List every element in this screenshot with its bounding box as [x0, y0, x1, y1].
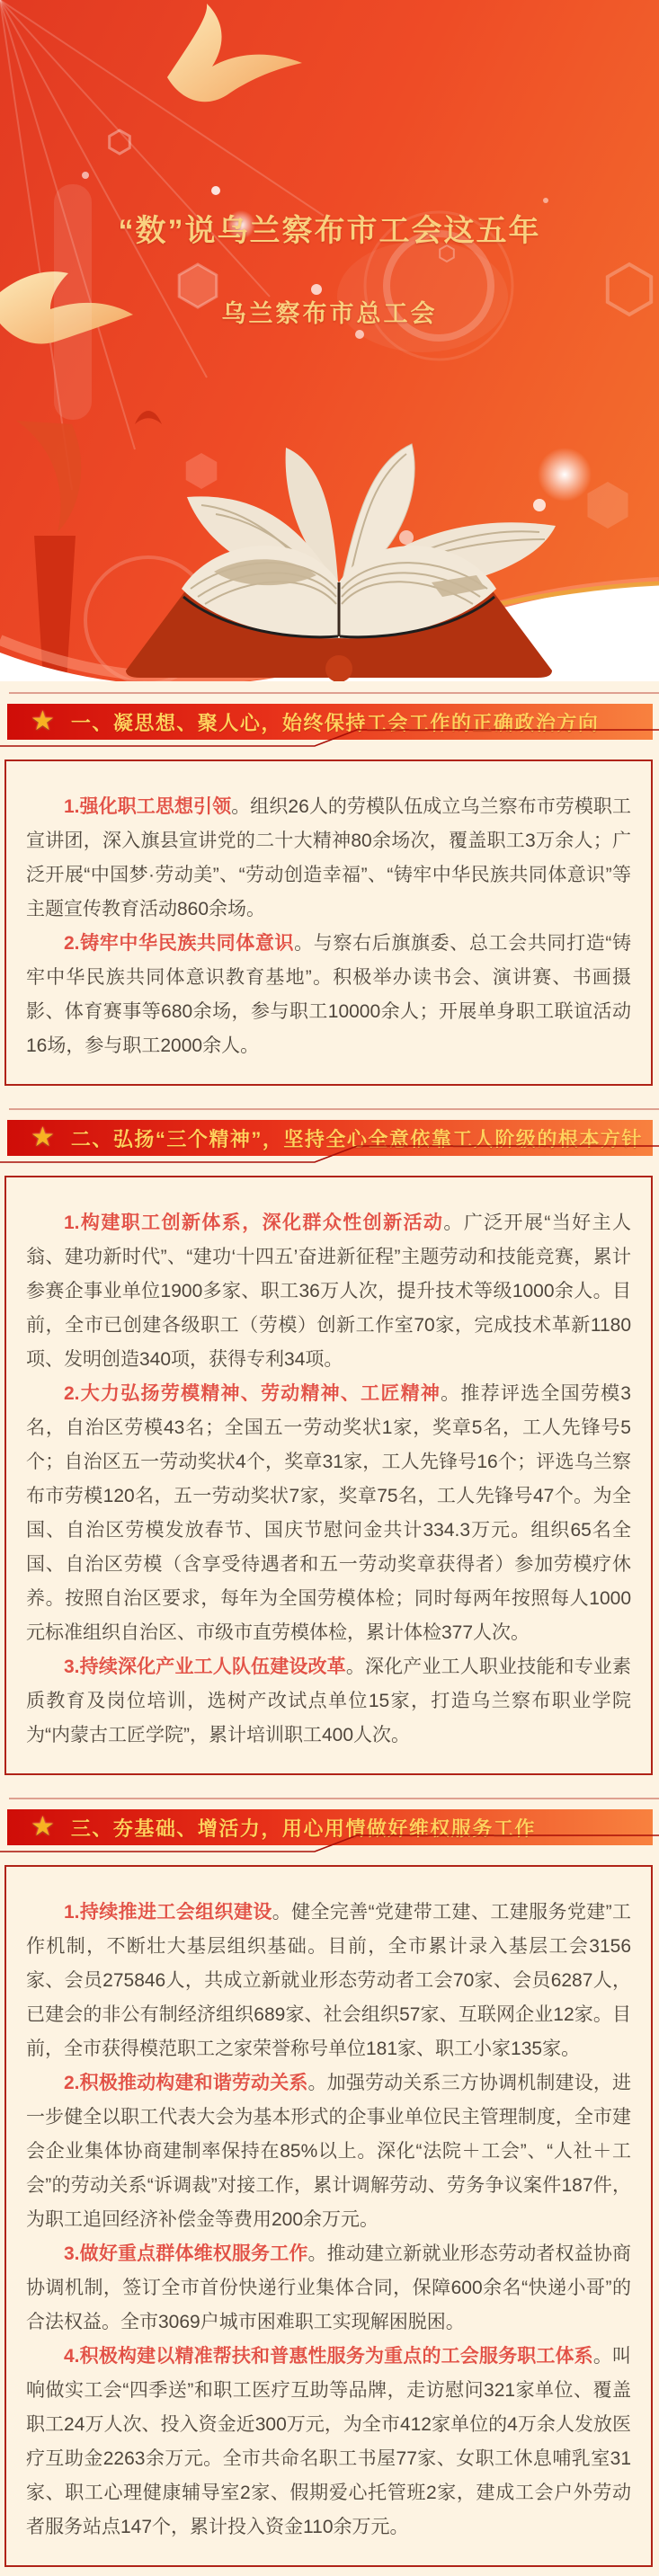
banner [0, 0, 659, 681]
paragraph [26, 2237, 631, 2340]
star-icon: ★ [31, 706, 55, 736]
section-header-bar [7, 1120, 653, 1156]
paragraph-lead: 3.持续深化产业工人队伍建设改革 [64, 1657, 346, 1677]
paragraph-lead: 4.积极构建以精准帮扶和普惠性服务为重点的工会服务职工体系 [64, 2346, 593, 2367]
section-2 [0, 1120, 659, 1775]
section-header-area [0, 1120, 659, 1156]
paragraph [26, 927, 631, 1063]
paragraph [26, 2340, 631, 2545]
paragraph-body: 。与察右后旗旗委、总工会共同打造“铸牢中华民族共同体意识教育基地”。积极举办读书会、演讲赛、书画摄影、体育赛事等680余场，参与职工10000余人；开展单身职工联谊活动16场，参与职工2000余人。 [26, 933, 631, 1056]
paragraph-body: 。深化产业工人职业技能和专业素质教育及岗位培训，选树产改试点单位15家，打造乌兰察布职业学院为“内蒙古工匠学院”，累计培训职工400人次。 [26, 1657, 632, 1745]
paragraph [26, 1377, 631, 1650]
paragraph-lead: 1.持续推进工会组织建设 [64, 1902, 272, 1923]
section-header-area [0, 1809, 659, 1845]
paragraph [26, 2066, 631, 2237]
content-box [4, 759, 653, 1086]
banner-decoration [0, 0, 659, 681]
paragraph [26, 1896, 631, 2066]
paragraph-body: 。加强劳动关系三方协调机制建设，进一步健全以职工代表大会为基本形式的企事业单位民主管理制度，全市建会企业集体协商建制率保持在85%以上。深化“法院＋工会”、“人社＋工会”的劳动关系“诉调裁”对接工作，累计调解劳动、劳务争议案件187件，为职工追回经济补偿金等费用200余万元。 [26, 2073, 632, 2230]
paragraph-lead: 2.铸牢中华民族共同体意识 [64, 933, 295, 954]
paragraph-body: 。广泛开展“当好主人翁、建功新时代”、“建功‘十四五’奋进新征程”主题劳动和技能竞赛，累计参赛企事业单位1900多家、职工36万人次，提升技术等级1000余人。目前，全市已创建各级职工（劳模）创新工作室70家，完成技术革新1180项、发明创造340项，获得专利34项。 [26, 1212, 631, 1370]
section-header-label: 二、弘扬“三个精神”，坚持全心全意依靠工人阶级的根本方针 [70, 1127, 643, 1150]
banner-title: “数”说乌兰察布市工会这五年 [118, 214, 541, 248]
paragraph-lead: 1.强化职工思想引领 [64, 796, 232, 817]
paragraph-lead: 2.积极推动构建和谐劳动关系 [64, 2073, 308, 2093]
paragraph-lead: 1.构建职工创新体系，深化群众性创新活动 [64, 1212, 444, 1233]
paragraph-body: 。组织26人的劳模队伍成立乌兰察布市劳模职工宣讲团，深入旗县宣讲党的二十大精神80余场次，覆盖职工3万余人；广泛开展“中国梦·劳动美”、“劳动创造幸福”、“铸牢中华民族共同体意识”等主题宣传教育活动860余场。 [26, 796, 632, 919]
content-box [4, 1865, 653, 2567]
section-header-bar [7, 1809, 653, 1845]
dove-icon [167, 4, 302, 102]
paragraph-body: 。推动建立新就业形态劳动者权益协商协调机制，签订全市首份快递行业集体合同，保障600余名“快递小哥”的合法权益。全市3069户城市困难职工实现解困脱困。 [26, 2243, 632, 2332]
content-box [4, 1176, 653, 1775]
star-icon: ★ [31, 1123, 55, 1152]
section-header-label: 一、凝思想、聚人心，始终保持工会工作的正确政治方向 [70, 711, 600, 734]
section-3 [0, 1809, 659, 2567]
section-header-bar [7, 704, 653, 740]
paragraph [26, 790, 631, 927]
section-header-label: 三、夯基础、增活力，用心用情做好维权服务工作 [70, 1817, 536, 1840]
section-1 [0, 704, 659, 1086]
paragraph [26, 1206, 631, 1377]
paragraph-body: 。叫响做实工会“四季送”和职工医疗互助等品牌，走访慰问321家单位、覆盖职工24万人次、投入资金近300万元，为全市412家单位的4万余人发放医疗互助金2263余万元。全市共命名职工书屋77家、女职工休息哺乳室31家、职工心理健康辅导室2家、假期爱心托管班2家，建成工会户外劳动者服务站点147个，累计投入资金110余万元。 [26, 2346, 631, 2537]
paragraph-lead: 2.大力弘扬劳模精神、劳动精神、工匠精神 [64, 1383, 441, 1404]
paragraph [26, 1650, 631, 1753]
section-header-area [0, 704, 659, 740]
article-content [0, 681, 659, 2576]
paragraph-lead: 3.做好重点群体维权服务工作 [64, 2243, 308, 2264]
banner-subtitle: 乌兰察布市总工会 [221, 300, 438, 327]
paragraph-body: 。健全完善“党建带工建、工建服务党建”工作机制，不断壮大基层组织基础。目前，全市累计录入基层工会3156家、会员275846人，共成立新就业形态劳动者工会70家、会员6287人，已建会的非公有制经济组织689家、社会组织57家、互联网企业12家。目前，全市获得模范职工之家荣誉称号单位181家、职工小家135家。 [26, 1902, 631, 2059]
paragraph-body: 。推荐评选全国劳模3名，自治区劳模43名；全国五一劳动奖状1家，奖章5名，工人先锋号5个；自治区五一劳动奖状4个，奖章31家，工人先锋号16个；评选乌兰察布市劳模120名，五一劳动奖状7家，奖章75名，工人先锋号47个。为全国、自治区劳模发放春节、国庆节慰问金共计334.3万元。组织65名全国、自治区劳模（含享受待遇者和五一劳动奖章获得者）参加劳模疗休养。按照自治区要求，每年为全国劳模体检；同时每两年按照每人1000元标准组织自治区、市级市直劳模体检，累计体检377人次。 [26, 1383, 631, 1643]
star-icon: ★ [31, 1812, 55, 1842]
